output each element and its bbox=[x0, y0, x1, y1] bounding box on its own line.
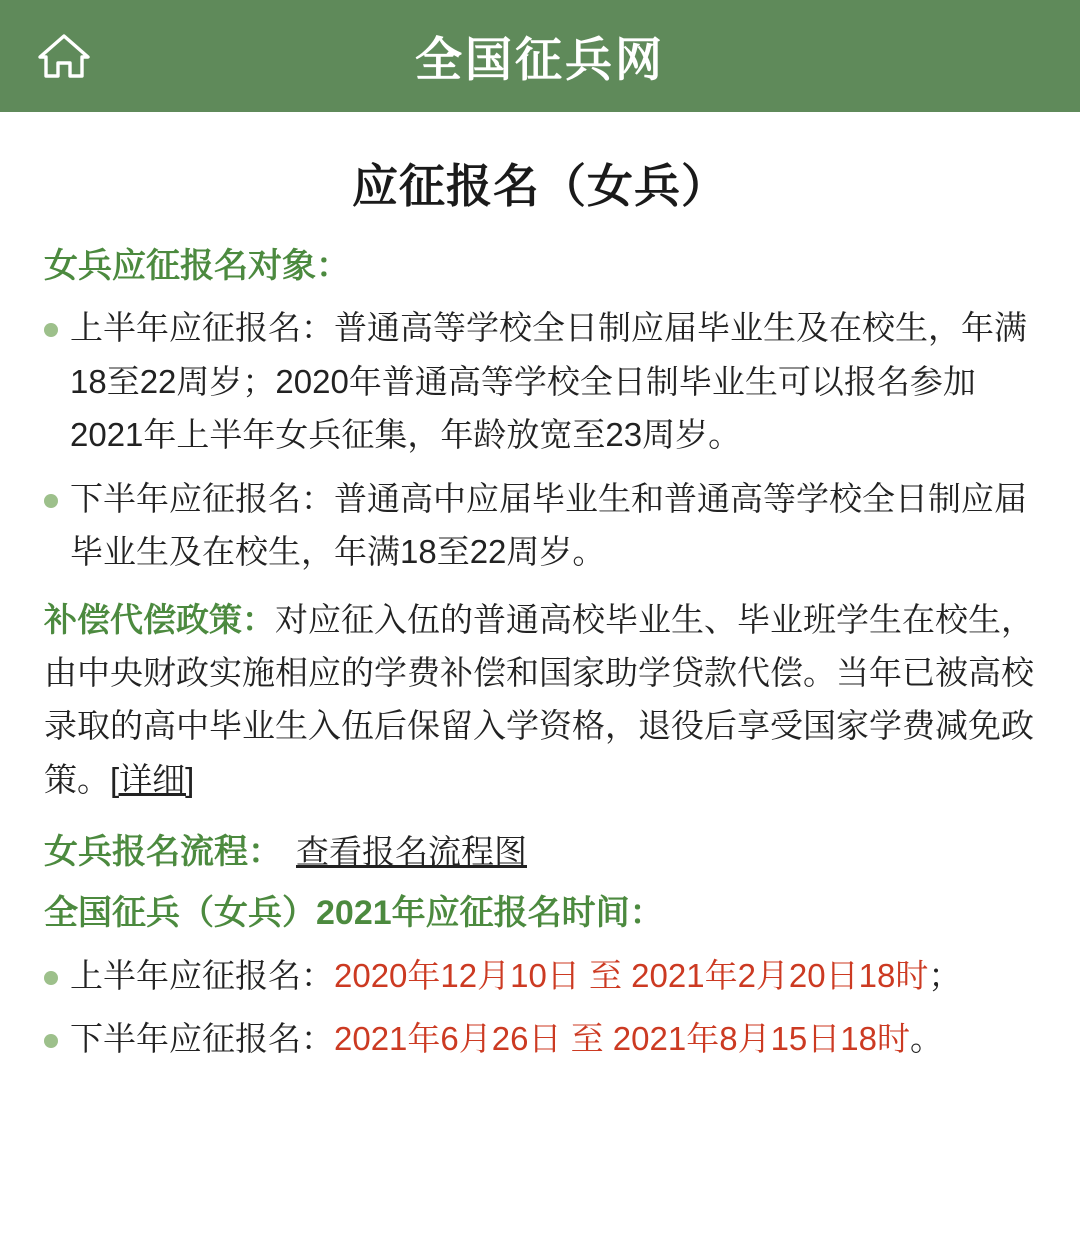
bullet-dot-icon bbox=[44, 971, 58, 985]
time-item-tail: ； bbox=[928, 956, 962, 994]
policy-text: 对应征入伍的普通高校毕业生、毕业班学生在校生，由中央财政实施相应的学费补偿和国家助学贷款代偿。当年已被高校录取的高中毕业生入伍后保留入学资格，退役后享受国家学费减免政策。 bbox=[44, 600, 1034, 798]
policy-detail-link[interactable]: [详细] bbox=[110, 760, 195, 798]
time-item-label: 上半年应征报名： bbox=[70, 956, 334, 994]
list-item bbox=[44, 949, 1046, 1002]
bullet-dot-icon bbox=[44, 494, 58, 508]
home-icon[interactable] bbox=[36, 28, 92, 84]
list-item bbox=[44, 1012, 1046, 1065]
time-item bbox=[70, 949, 1046, 1002]
time-item-range: 2020年12月10日 至 2021年2月20日18时 bbox=[334, 956, 929, 994]
target-item-text: 上半年应征报名：普通高等学校全日制应届毕业生及在校生，年满18至22周岁；2020年普通高等学校全日制毕业生可以报名参加2021年上半年女兵征集，年龄放宽至23周岁。 bbox=[70, 309, 1027, 454]
flow-row bbox=[44, 824, 1046, 873]
time-item-label: 下半年应征报名： bbox=[70, 1020, 334, 1058]
flow-label: 女兵报名流程： bbox=[44, 833, 282, 872]
target-heading: 女兵应征报名对象： bbox=[44, 247, 350, 285]
app-title: 全国征兵网 bbox=[415, 32, 665, 86]
page-content bbox=[0, 150, 1080, 1066]
bullet-dot-icon bbox=[44, 323, 58, 337]
bullet-dot-icon bbox=[44, 1034, 58, 1048]
policy-label: 补偿代偿政策： bbox=[44, 600, 275, 638]
target-item-text: 下半年应征报名：普通高中应届毕业生和普通高等学校全日制应届毕业生及在校生，年满18至22周岁。 bbox=[70, 479, 1027, 571]
policy-paragraph bbox=[44, 593, 1046, 807]
flow-chart-link[interactable]: 查看报名流程图 bbox=[296, 833, 527, 871]
time-heading: 全国征兵（女兵）2021年应征报名时间： bbox=[44, 894, 664, 933]
list-item bbox=[44, 301, 1046, 461]
time-item bbox=[70, 1012, 1046, 1065]
time-item-range: 2021年6月26日 至 2021年8月15日18时 bbox=[334, 1020, 910, 1058]
time-item-tail: 。 bbox=[910, 1020, 943, 1058]
page-title: 应征报名（女兵） bbox=[352, 160, 728, 212]
app-header bbox=[0, 0, 1080, 112]
list-item bbox=[44, 472, 1046, 579]
